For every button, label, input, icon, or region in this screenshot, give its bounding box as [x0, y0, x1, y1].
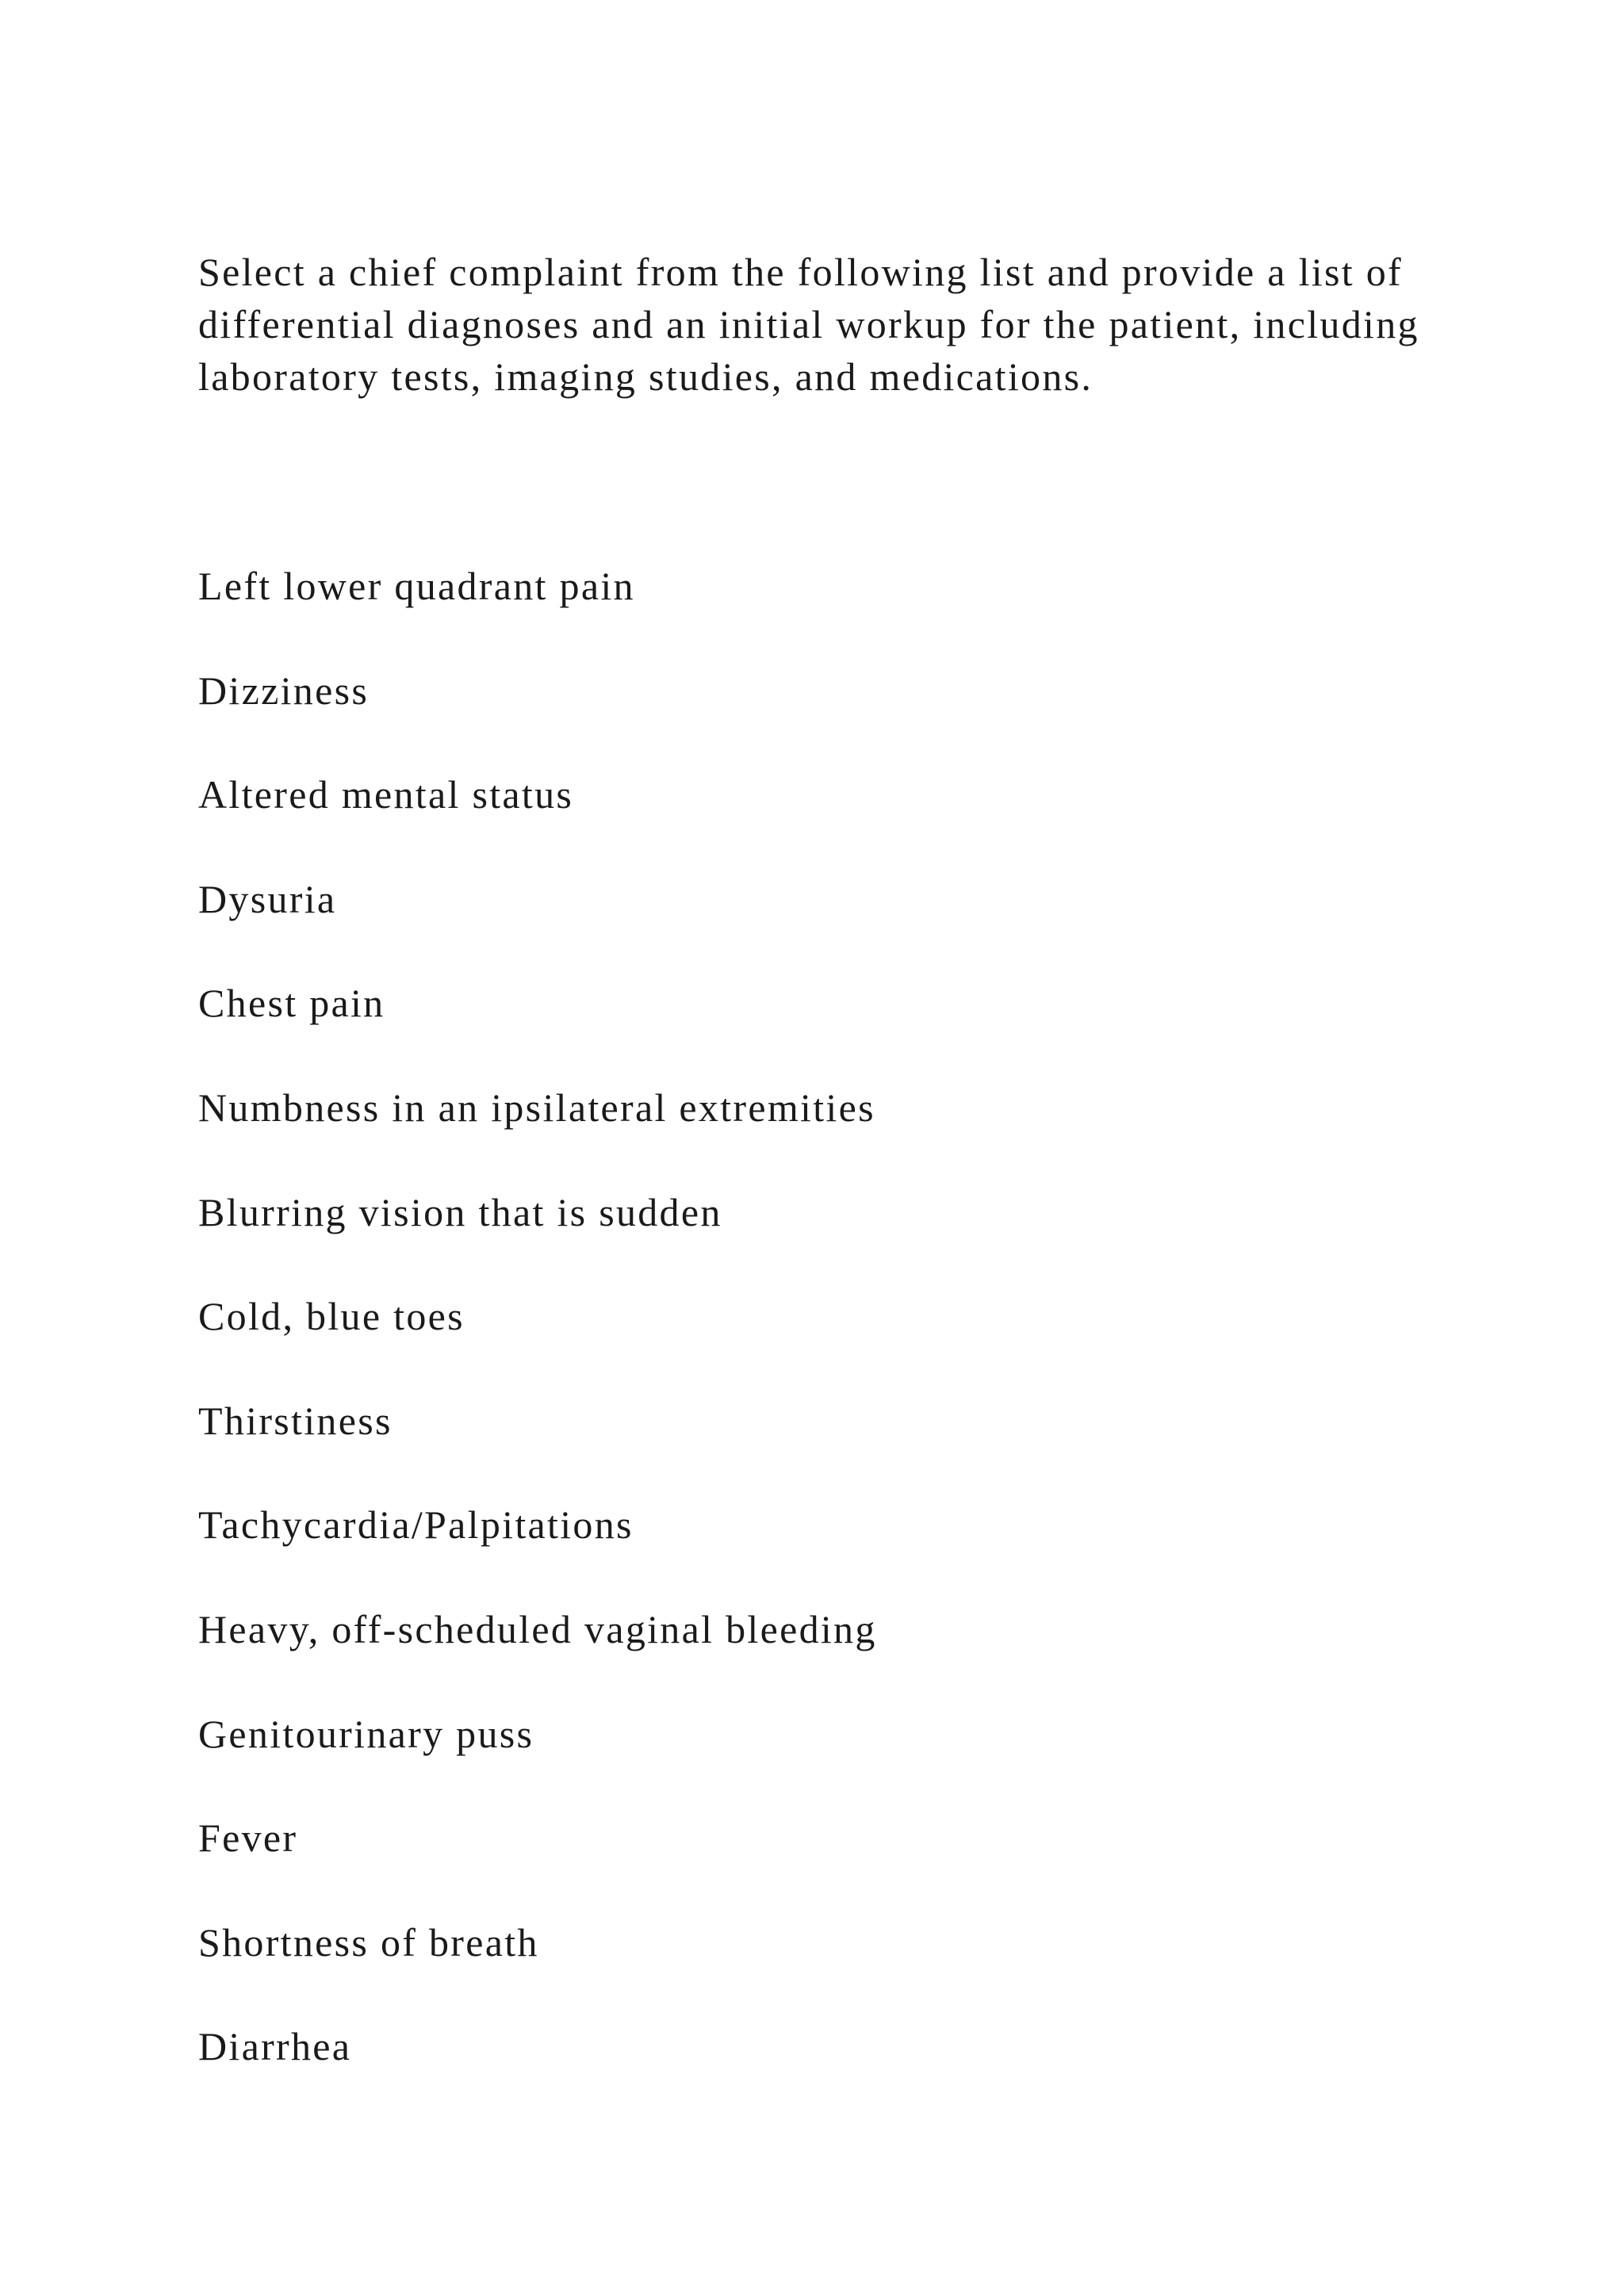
list-item: Numbness in an ipsilateral extremities [198, 1085, 875, 1130]
list-item: Dizziness [198, 668, 370, 713]
instructions-paragraph: Select a chief complaint from the following list and provide a list of differential diagnoses and an initial workup for the patient, including laboratory tests, imaging studies, and medications. [198, 250, 1419, 399]
list-item: Left lower quadrant pain [198, 564, 635, 608]
list-item: Dysuria [198, 876, 337, 921]
list-item: Heavy, off-scheduled vaginal bleeding [198, 1606, 877, 1651]
list-item: Altered mental status [198, 772, 574, 817]
list-item: Tachycardia/Palpitations [198, 1502, 634, 1548]
list-item: Thirstiness [198, 1398, 393, 1443]
list-item: Diarrhea [198, 2024, 352, 2069]
list-item: Genitourinary puss [198, 1711, 534, 1756]
chief-complaint-list [198, 560, 877, 2125]
list-item: Fever [198, 1816, 298, 1861]
list-item: Blurring vision that is sudden [198, 1189, 722, 1234]
list-item: Shortness of breath [198, 1919, 539, 1965]
list-item: Cold, blue toes [198, 1294, 465, 1339]
list-item: Chest pain [198, 981, 385, 1026]
